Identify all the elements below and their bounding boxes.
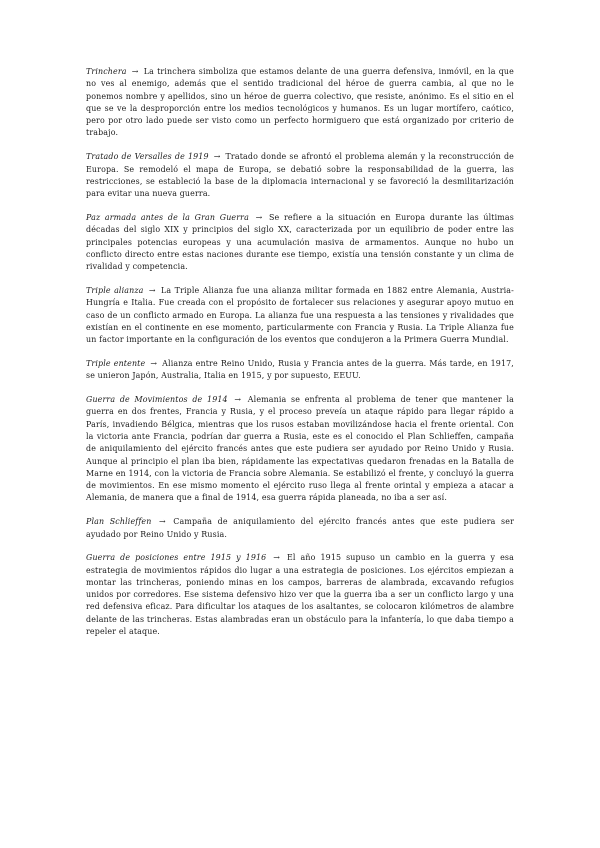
glossary-entry-triple-entente (86, 358, 514, 383)
glossary-entry-paz-armada (86, 212, 514, 273)
entry-term: Tratado de Versalles de 1919 (86, 152, 209, 162)
entry-definition: El año 1915 supuso un cambio en la guerra y esa estrategia de movimientos rápidos dio lugar a una estrategia de posiciones. Los ejércitos empiezan a montar las trincheras, poniendo minas en los campos, barreras de alambrada, excavando refugios unidos por corredores. Ese sistema defensivo hizo ver que la guerra iba a ser un conflicto largo y una red defensiva eficaz. Para dificultar los ataques de los asaltantes, se colocaron kilómetros de alambre delante de las trincheras. Estas alambradas eran un obstáculo para la infantería, lo que daba tiempo a repeler el ataque. (86, 553, 514, 637)
entry-term: Guerra de posiciones entre 1915 y 1916 (86, 553, 267, 563)
arrow-separator: → (150, 358, 158, 368)
arrow-separator: → (131, 67, 139, 76)
entry-term: Trinchera (86, 67, 127, 76)
entry-definition: Campaña de aniquilamiento del ejército francés antes que este pudiera ser ayudado por Reino Unido y Rusia. (86, 517, 514, 539)
glossary-entry-tratado-versalles (86, 151, 514, 200)
arrow-separator: → (273, 553, 281, 563)
document-body (86, 66, 514, 650)
glossary-entry-trinchera (86, 66, 514, 140)
entry-term: Triple entente (86, 358, 146, 368)
arrow-separator: → (148, 285, 156, 295)
glossary-entry-plan-schlieffen (86, 516, 514, 541)
entry-definition: Alemania se enfrenta al problema de tener que mantener la guerra en dos frentes, Francia y Rusia, y el proceso preveía un ataque rápido para llegar rápido a París, invadiendo Bélgica, mientras que los rusos estaban movilizándose hacia el frente oriental. Con la victoria ante Francia, podrían dar guerra a Rusia, este es el conocido el Plan Schlieffen, campaña de aniquilamiento del ejército francés antes que este pudiera ser ayudado por Reino Unido y Rusia. Aunque al principio el plan iba bien, rápidamente las expectativas quedaron frenadas en la Batalla de Marne en 1914, con la victoria de Francia sobre Alemania. Se estabilizó el frente, y concluyó la guerra de movimientos. En ese mismo momento el ejército ruso llega al frente orintal y empieza a atacar a Alemania, de manera que a final de 1914, esa guerra rápida planeada, no iba a ser así. (86, 395, 514, 503)
entry-term: Plan Schlieffen (86, 517, 152, 527)
entry-definition: La trinchera simboliza que estamos delante de una guerra defensiva, inmóvil, en la que no ves al enemigo, además que el sentido tradicional del héroe de guerra cambia, al que no le ponemos nombre y apellidos, sino un héroe de guerra colectivo, que resiste, anónimo. Es el sitio en el que se ve la desproporción entre los medios tecnológicos y humanos. Es un lugar mortífero, caótico, pero por otro lado puede ser visto como un perfecto hormiguero que está organizado por criterio de trabajo. (86, 67, 514, 138)
entry-definition: Alianza entre Reino Unido, Rusia y Francia antes de la guerra. Más tarde, en 1917, se unieron Japón, Australia, Italia en 1915, y por supuesto, EEUU. (86, 358, 514, 381)
arrow-separator: → (159, 517, 166, 527)
entry-term: Triple alianza (86, 285, 144, 295)
glossary-entry-guerra-movimientos (86, 394, 514, 505)
entry-definition: Tratado donde se afrontó el problema alemán y la reconstrucción de Europa. Se remodeló el mapa de Europa, se debatió sobre la responsabilidad de la guerra, las restricciones, se estableció la base de la diplomacia internacional y se favoreció la desmilitarización para evitar una nueva guerra. (86, 152, 514, 199)
entry-term: Paz armada antes de la Gran Guerra (86, 212, 249, 222)
glossary-entry-guerra-posiciones (86, 552, 514, 638)
entry-definition: La Triple Alianza fue una alianza militar formada en 1882 entre Alemania, Austria-Hungría e Italia. Fue creada con el propósito de fortalecer sus relaciones y asegurar apoyo mutuo en caso de un conflicto armado en Europa. La alianza fue una respuesta a las tensiones y rivalidades que existían en el continente en ese momento, particularmente con Francia y Rusia. La Triple Alianza fue un factor importante en la configuración de los eventos que condujeron a la Primera Guerra Mundial. (86, 285, 514, 345)
arrow-separator: → (234, 395, 242, 405)
glossary-entry-triple-alianza (86, 285, 514, 346)
entry-term: Guerra de Movimientos de 1914 (86, 395, 228, 405)
arrow-separator: → (213, 152, 221, 162)
arrow-separator: → (255, 212, 263, 222)
entry-definition: Se refiere a la situación en Europa durante las últimas décadas del siglo XIX y principios del siglo XX, caracterizada por un equilibrio de poder entre las principales potencias europeas y una acumulación masiva de armamentos. Aunque no hubo un conflicto directo entre estas naciones durante ese tiempo, existía una tensión constante y un clima de rivalidad y competencia. (86, 212, 514, 272)
